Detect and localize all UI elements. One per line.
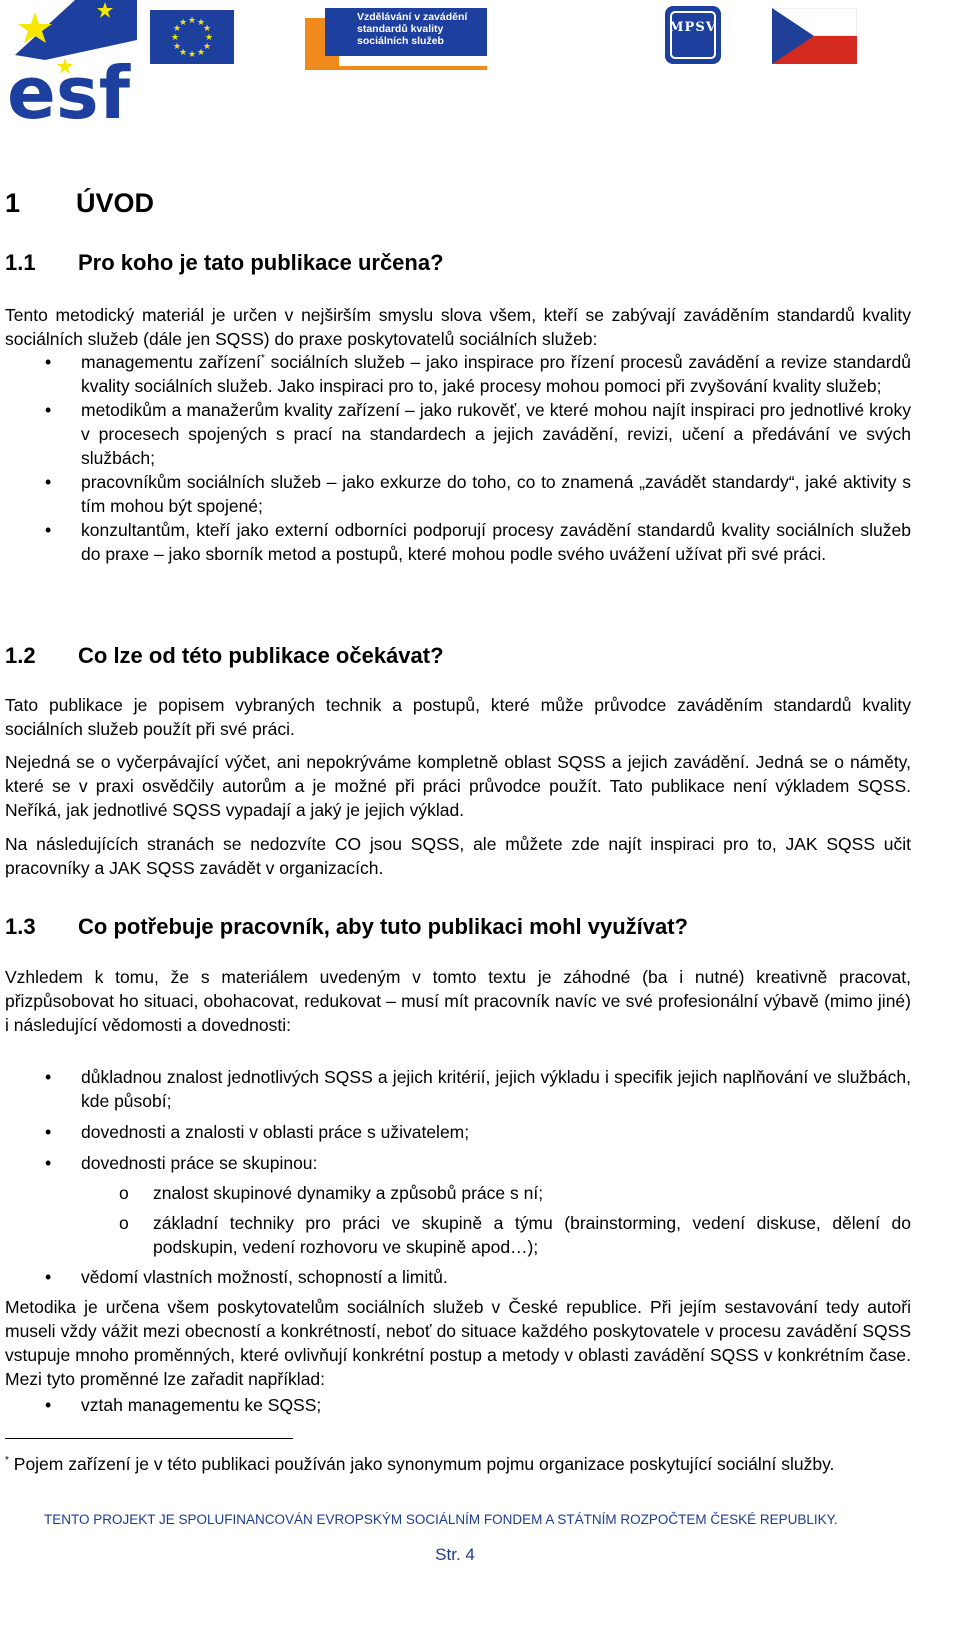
- footnote-divider: [5, 1438, 293, 1439]
- funding-notice: TENTO PROJEKT JE SPOLUFINANCOVÁN EVROPSKÝM SOCIÁLNÍM FONDEM A STÁTNÍM ROZPOČTEM ČESKÉ REPUBLIKY.: [44, 1512, 838, 1527]
- list-item: • důkladnou znalost jednotlivých SQSS a jejich kritérií, jejich výkladu i specifik jejich naplňování ve službách, kde působí;: [5, 1065, 911, 1113]
- eu-flag-logo: [150, 10, 234, 64]
- list-item: • konzultantům, kteří jako externí odborníci podporují procesy zavádění standardů kvality sociálních služeb do praxe – jako sborník metod a postupů, které mohou podle svého uvážení užívat při své práci.: [5, 518, 911, 566]
- section-number: 1.1: [5, 250, 36, 275]
- esf-logo: [5, 0, 137, 124]
- section-title: Pro koho je tato publikace určena?: [78, 250, 444, 275]
- footnote-marker: *: [5, 1455, 9, 1467]
- footnote-text: Pojem zařízení je v této publikaci používán jako synonymum pojmu organizace poskytující sociální služby.: [8, 1454, 835, 1474]
- svg-text:★: ★: [172, 42, 182, 52]
- sub-list-item: o znalost skupinové dynamiky a způsobů práce s ní;: [81, 1181, 911, 1205]
- svg-text:★: ★: [196, 18, 206, 28]
- section-1-3-closing: Metodika je určena všem poskytovatelům sociálních služeb v České republice. Při jejím sestavování tedy autoři museli vždy vážit mezi obecností a konkrétností, neboť do situace každého poskytovatele v procesu zavádění SQSS vstupuje mnoho proměnných, které ovlivňují konkrétní postup a metody v oblasti zavádění SQSS v konkrétním čase. Mezi tyto proměnné lze zařadit například:: [5, 1297, 911, 1389]
- footnote: [5, 1452, 911, 1476]
- svg-text:★: ★: [196, 48, 206, 58]
- skills-sublist: [81, 1181, 911, 1259]
- list-item: • pracovníkům sociálních služeb – jako exkurze do toho, co to znamená „zavádět standardy“, jaké aktivity s tím mohou být spojené;: [5, 470, 911, 518]
- chapter-title: ÚVOD: [76, 188, 155, 218]
- section-1-3-intro: Vzhledem k tomu, že s materiálem uvedeným v tomto textu je záhodné (ba i nutné) kreativně pracovat, přizpůsobovat ho situaci, obohacovat, redukovat – musí mít pracovník navíc ve své profesionální výbavě (mimo jiné) i následující vědomosti a dovednosti:: [5, 967, 911, 1035]
- list-item: • dovednosti práce se skupinou: o znalost skupinové dynamiky a způsobů práce s ní; o základní techniky pro práci ve skupině a týmu (brainstorming, vedení diskuse, dělení do podskupin, vedení rozhovoru ve skupině apod…);: [5, 1151, 911, 1259]
- svg-text:★: ★: [202, 42, 212, 52]
- skills-list: [5, 1065, 911, 1289]
- mpsv-logo-text: MPSV: [669, 20, 717, 35]
- sub-list-item: o základní techniky pro práci ve skupině a týmu (brainstorming, vedení diskuse, dělení do podskupin, vedení rozhovoru ve skupině apod…);: [81, 1211, 911, 1259]
- svg-text:★: ★: [204, 33, 214, 43]
- svg-text:★: ★: [170, 33, 180, 43]
- list-item: • dovednosti a znalosti v oblasti práce s uživatelem;: [5, 1120, 911, 1144]
- chapter-number: 1: [5, 188, 21, 218]
- project-logo: [305, 8, 487, 70]
- section-number: 1.2: [5, 643, 36, 668]
- section-heading-1-2: [5, 643, 444, 669]
- paragraph: Tato publikace je popisem vybraných technik a postupů, které může průvodce zaváděním standardů kvality sociálních služeb použít při své práci.: [5, 695, 911, 739]
- esf-logo-text: esf: [7, 51, 131, 124]
- svg-text:★: ★: [178, 18, 188, 28]
- mpsv-logo: [665, 6, 721, 64]
- list-item: • vědomí vlastních možností, schopností a limitů.: [5, 1265, 911, 1289]
- paragraph: Nejedná se o vyčerpávající výčet, ani nepokrýváme kompletně oblast SQSS a jejich zavádění. Jedná se o náměty, které se v praxi osvědčily autorům a je možné při práci průvodce použít. Tato publikace není výkladem SQSS. Neříká, jak jednotlivé SQSS vypadají a jaký je jejich výklad.: [5, 752, 911, 820]
- section-heading-1-1: [5, 250, 444, 276]
- czech-flag-logo: [772, 8, 857, 64]
- svg-text:★: ★: [187, 16, 197, 26]
- list-item: • vztah managementu ke SQSS;: [5, 1393, 911, 1417]
- section-1-1-intro: Tento metodický materiál je určen v nejširším smyslu slova všem, kteří se zabývají zaváděním standardů kvality sociálních služeb (dále jen SQSS) do praxe poskytovatelů sociálních služeb:: [5, 305, 911, 349]
- section-heading-1-3: [5, 914, 688, 940]
- project-logo-text: Vzdělávání v zavádění standardů kvality sociálních služeb: [357, 11, 468, 47]
- list-item: • managementu zařízení* sociálních služeb – jako inspirace pro řízení procesů zavádění a revize standardů kvality sociálních služeb. Jako inspiraci pro to, jaké procesy mohou pomoci při zvyšování kvality služeb;: [5, 350, 911, 398]
- section-number: 1.3: [5, 914, 36, 939]
- paragraph: Na následujících stranách se nedozvíte CO jsou SQSS, ale můžete zde najít inspiraci pro to, JAK SQSS učit pracovníky a JAK SQSS zavádět v organizacích.: [5, 834, 911, 878]
- section-title: Co lze od této publikace očekávat?: [78, 643, 444, 668]
- section-title: Co potřebuje pracovník, aby tuto publikaci mohl využívat?: [78, 914, 688, 939]
- audience-list: [5, 350, 911, 566]
- svg-text:★: ★: [172, 24, 182, 34]
- variables-list: [5, 1393, 911, 1417]
- footnote-marker: *: [260, 353, 265, 365]
- page-number: Str. 4: [435, 1545, 475, 1564]
- svg-text:★: ★: [178, 48, 188, 58]
- chapter-heading: [5, 188, 154, 219]
- svg-text:★: ★: [202, 24, 212, 34]
- svg-text:★: ★: [187, 50, 197, 60]
- eu-stars-icon: [150, 10, 234, 64]
- list-item: • metodikům a manažerům kvality zařízení – jako rukověť, ve které mohou najít inspiraci pro jednotlivé kroky v procesech spojených s prací na standardech a jejich zavádění, revizi, učení a předávání ve svých službách;: [5, 398, 911, 470]
